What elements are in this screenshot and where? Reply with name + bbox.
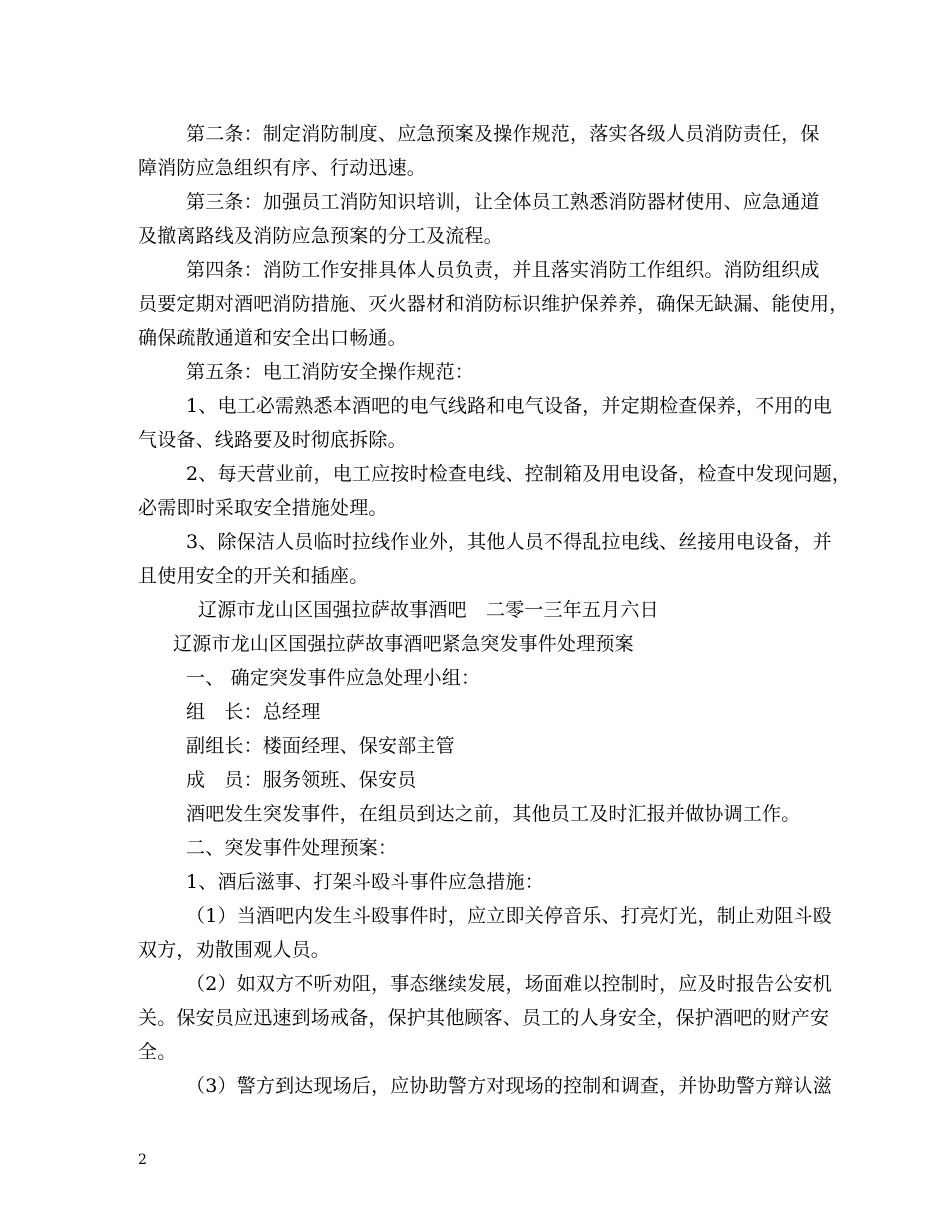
text-line: 成 员：服务领班、保安员 <box>186 769 417 791</box>
page-number: 2 <box>138 1152 147 1168</box>
text-line: 1、电工必需熟悉本酒吧的电气线路和电气设备，并定期检查保养，不用的电 <box>186 395 832 417</box>
text-line: （3）警方到达现场后，应协助警方对现场的控制和调查，并协助警方辩认滋 <box>186 1075 832 1097</box>
text-line: 必需即时采取安全措施处理。 <box>138 497 388 519</box>
text-line: 全。 <box>138 1041 177 1063</box>
text-line: 第二条：制定消防制度、应急预案及操作规范，落实各级人员消防责任，保 <box>186 123 820 145</box>
text-line: 及撤离路线及消防应急预案的分工及流程。 <box>138 225 503 247</box>
text-line: 且使用安全的开关和插座。 <box>138 565 369 587</box>
text-line: 酒吧发生突发事件，在组员到达之前，其他员工及时汇报并做协调工作。 <box>186 803 801 825</box>
text-line: 双方，劝散围观人员。 <box>138 939 331 961</box>
text-line: 一、 确定突发事件应急处理小组： <box>186 667 481 689</box>
text-line: 副组长：楼面经理、保安部主管 <box>186 735 455 757</box>
text-line: 员要定期对酒吧消防措施、灭火器材和消防标识维护保养养，确保无缺漏、能使用， <box>138 293 849 315</box>
text-line: 第三条：加强员工消防知识培训，让全体员工熟悉消防器材使用、应急通道 <box>186 191 820 213</box>
text-line: （2）如双方不听劝阻，事态继续发展，场面难以控制时，应及时报告公安机 <box>186 973 832 995</box>
section-title: 辽源市龙山区国强拉萨故事酒吧紧急突发事件处理预案 <box>173 633 634 655</box>
text-line: 二、突发事件处理预案： <box>186 837 398 859</box>
text-line: 1、酒后滋事、打架斗殴斗事件应急措施： <box>186 871 544 893</box>
text-line: 第五条：电工消防安全操作规范： <box>186 361 475 383</box>
signature-line: 辽源市龙山区国强拉萨故事酒吧 二零一三年五月六日 <box>198 599 659 621</box>
text-line: （1）当酒吧内发生斗殴事件时，应立即关停音乐、打亮灯光，制止劝阻斗殴 <box>186 905 832 927</box>
text-line: 障消防应急组织有序、行动迅速。 <box>138 157 427 179</box>
text-line: 关。保安员应迅速到场戒备，保护其他顾客、员工的人身安全，保护酒吧的财产安 <box>138 1007 830 1029</box>
text-line: 组 长：总经理 <box>186 701 321 723</box>
text-line: 3、除保洁人员临时拉线作业外，其他人员不得乱拉电线、丝接用电设备，并 <box>186 531 832 553</box>
text-line: 气设备、线路要及时彻底拆除。 <box>138 429 407 451</box>
text-line: 第四条：消防工作安排具体人员负责，并且落实消防工作组织。消防组织成 <box>186 259 820 281</box>
text-line: 确保疏散通道和安全出口畅通。 <box>138 327 407 349</box>
text-line: 2、每天营业前，电工应按时检查电线、控制箱及用电设备，检查中发现问题， <box>186 463 852 485</box>
